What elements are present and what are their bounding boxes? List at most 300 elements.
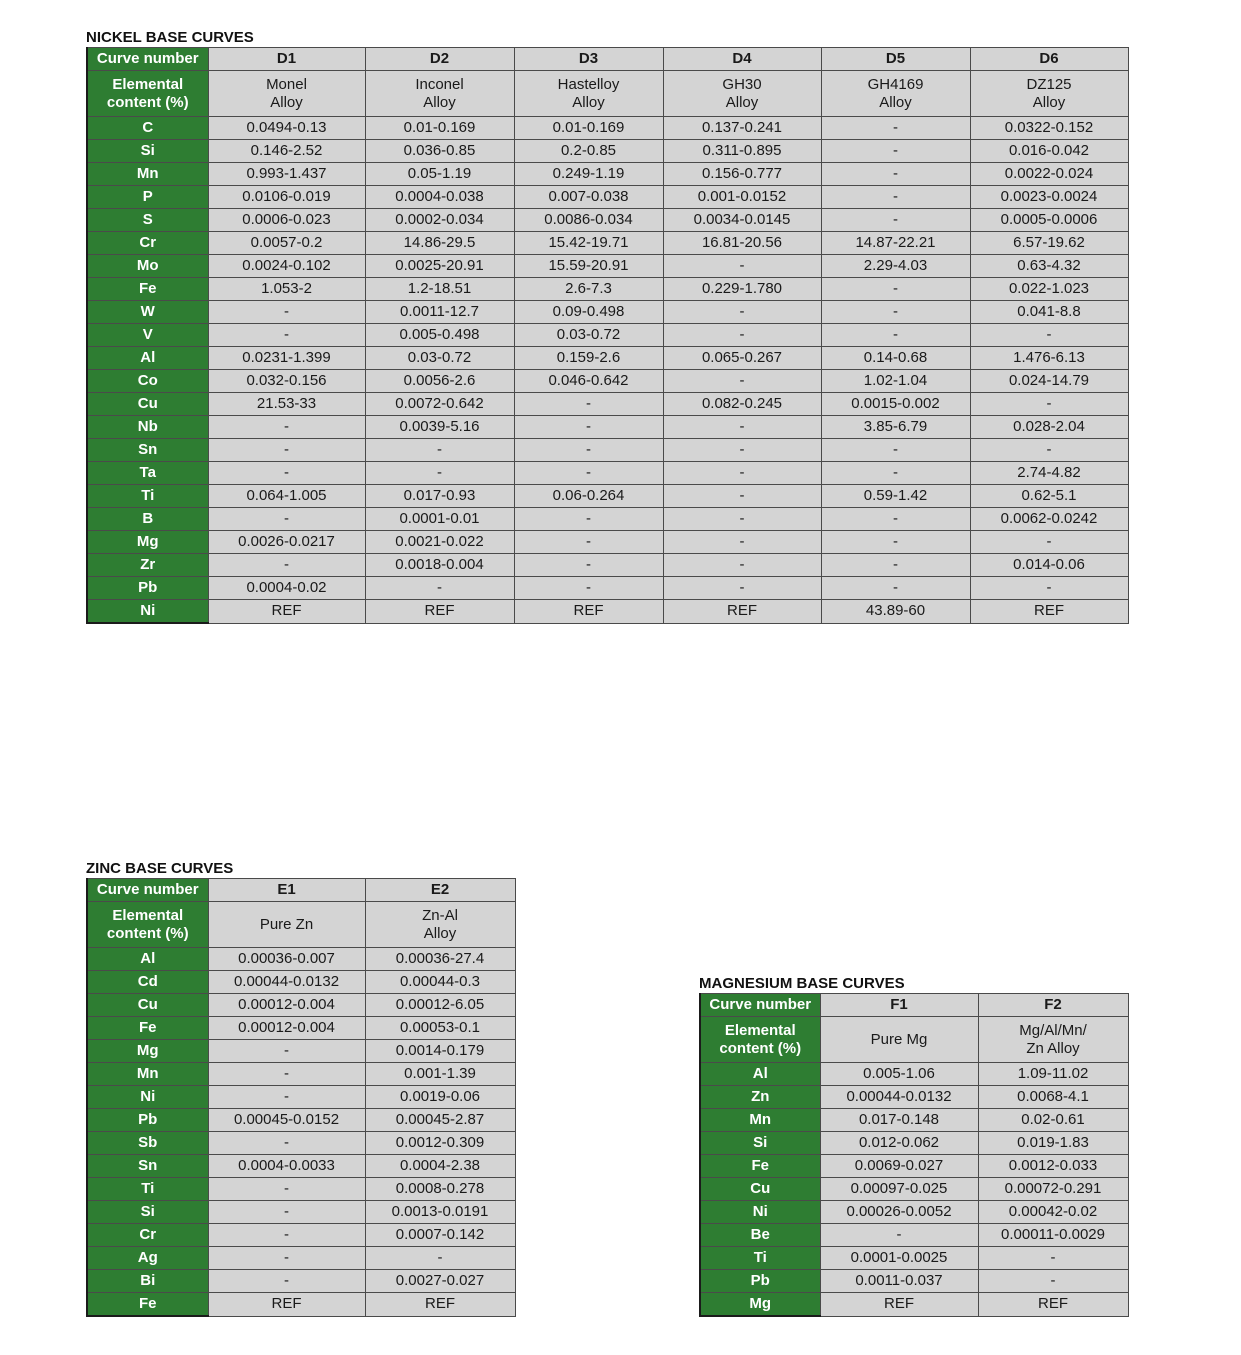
curve-number-label: Curve number — [700, 994, 820, 1017]
content-range: 0.041-8.8 — [970, 301, 1128, 324]
table-row — [87, 301, 1128, 324]
element-symbol: Mg — [87, 1040, 208, 1063]
content-range: 0.00012-0.004 — [208, 1017, 365, 1040]
content-range: 0.0086-0.034 — [514, 209, 663, 232]
element-symbol: Al — [87, 347, 208, 370]
content-range: - — [663, 508, 821, 531]
element-symbol: V — [87, 324, 208, 347]
table-row — [87, 1040, 515, 1063]
content-range: 2.74-4.82 — [970, 462, 1128, 485]
alloy-name-d1 — [208, 71, 365, 117]
content-range: - — [208, 1132, 365, 1155]
content-range: - — [821, 117, 970, 140]
nickel-section — [86, 29, 1129, 624]
content-range: 21.53-33 — [208, 393, 365, 416]
content-range: - — [514, 439, 663, 462]
content-range: - — [208, 439, 365, 462]
content-range: 0.0004-0.02 — [208, 577, 365, 600]
content-range: 3.85-6.79 — [821, 416, 970, 439]
content-range: - — [970, 324, 1128, 347]
content-range: - — [821, 324, 970, 347]
alloy-name-d6 — [970, 71, 1128, 117]
content-range: - — [208, 301, 365, 324]
alloy-name-line: Hastelloy — [557, 75, 620, 93]
element-symbol: Ti — [87, 485, 208, 508]
table-row — [87, 600, 1128, 624]
content-range: 0.63-4.32 — [970, 255, 1128, 278]
table-row — [700, 1293, 1128, 1317]
content-range: 0.022-1.023 — [970, 278, 1128, 301]
content-range: - — [821, 554, 970, 577]
curve-code-f2: F2 — [978, 994, 1128, 1017]
content-range: - — [365, 577, 514, 600]
element-symbol: Mn — [87, 163, 208, 186]
element-symbol: Co — [87, 370, 208, 393]
content-range: - — [821, 577, 970, 600]
element-symbol: Cr — [87, 232, 208, 255]
content-range: - — [821, 462, 970, 485]
elemental-content-label-line: Elemental — [112, 75, 184, 93]
content-range: 2.6-7.3 — [514, 278, 663, 301]
element-symbol: Pb — [87, 577, 208, 600]
content-range: REF — [208, 600, 365, 624]
alloy-name-e2 — [365, 902, 515, 948]
content-range: 0.02-0.61 — [978, 1109, 1128, 1132]
table-row — [87, 485, 1128, 508]
table-row — [87, 1017, 515, 1040]
content-range: REF — [970, 600, 1128, 624]
table-row — [700, 1224, 1128, 1247]
table-row — [87, 278, 1128, 301]
table-row — [87, 1247, 515, 1270]
content-range: - — [663, 324, 821, 347]
curve-number-label: Curve number — [87, 48, 208, 71]
content-range: 14.86-29.5 — [365, 232, 514, 255]
content-range: 0.0024-0.102 — [208, 255, 365, 278]
content-range: - — [208, 1063, 365, 1086]
content-range: 1.02-1.04 — [821, 370, 970, 393]
content-range: 0.0004-0.0033 — [208, 1155, 365, 1178]
alloy-name-line: Alloy — [270, 93, 303, 111]
table-row — [87, 255, 1128, 278]
content-range: 0.137-0.241 — [663, 117, 821, 140]
content-range: - — [514, 531, 663, 554]
content-range: 0.0106-0.019 — [208, 186, 365, 209]
elemental-content-label — [700, 1017, 820, 1063]
table-row — [87, 416, 1128, 439]
content-range: 0.0039-5.16 — [365, 416, 514, 439]
content-range: - — [821, 278, 970, 301]
curve-code-d6: D6 — [970, 48, 1128, 71]
content-range: 0.0004-0.038 — [365, 186, 514, 209]
table-row — [700, 1270, 1128, 1293]
alloy-name-line: Pure Mg — [870, 1030, 928, 1048]
content-range: 0.0072-0.642 — [365, 393, 514, 416]
content-range: 0.064-1.005 — [208, 485, 365, 508]
content-range: REF — [208, 1293, 365, 1317]
content-range: - — [208, 1201, 365, 1224]
element-symbol: Si — [87, 140, 208, 163]
content-range: 0.0026-0.0217 — [208, 531, 365, 554]
content-range: 2.29-4.03 — [821, 255, 970, 278]
content-range: REF — [365, 1293, 515, 1317]
content-range: 0.001-1.39 — [365, 1063, 515, 1086]
content-range: 0.156-0.777 — [663, 163, 821, 186]
content-range: - — [663, 255, 821, 278]
content-range: 0.00036-0.007 — [208, 948, 365, 971]
content-range: 0.032-0.156 — [208, 370, 365, 393]
alloy-name-line: Alloy — [1032, 93, 1066, 111]
content-range: - — [365, 462, 514, 485]
curve-code-e1: E1 — [208, 879, 365, 902]
element-symbol: Be — [700, 1224, 820, 1247]
content-range: 0.017-0.93 — [365, 485, 514, 508]
element-symbol: Pb — [87, 1109, 208, 1132]
table-row — [87, 117, 1128, 140]
content-range: - — [365, 439, 514, 462]
elemental-content-label-line: Elemental — [112, 906, 184, 924]
content-range: - — [208, 324, 365, 347]
content-range: 0.0023-0.0024 — [970, 186, 1128, 209]
content-range: - — [208, 1270, 365, 1293]
content-range: 1.053-2 — [208, 278, 365, 301]
content-range: - — [663, 554, 821, 577]
content-range: - — [208, 416, 365, 439]
table-row — [700, 1155, 1128, 1178]
alloy-name-d4 — [663, 71, 821, 117]
table-row — [87, 508, 1128, 531]
content-range: 0.0001-0.01 — [365, 508, 514, 531]
content-range: 0.0011-12.7 — [365, 301, 514, 324]
nickel-title: NICKEL BASE CURVES — [86, 29, 254, 46]
content-range: - — [663, 531, 821, 554]
magnesium-title: MAGNESIUM BASE CURVES — [699, 975, 905, 992]
content-range: 0.0013-0.0191 — [365, 1201, 515, 1224]
content-range: - — [208, 1040, 365, 1063]
content-range: 0.05-1.19 — [365, 163, 514, 186]
content-range: 0.0019-0.06 — [365, 1086, 515, 1109]
table-row — [87, 577, 1128, 600]
content-range: 15.59-20.91 — [514, 255, 663, 278]
content-range: - — [514, 577, 663, 600]
elemental-content-label — [87, 71, 208, 117]
element-symbol: Ti — [700, 1247, 820, 1270]
element-symbol: Ta — [87, 462, 208, 485]
content-range: 0.014-0.06 — [970, 554, 1128, 577]
table-row — [87, 324, 1128, 347]
content-range: - — [821, 531, 970, 554]
element-symbol: S — [87, 209, 208, 232]
content-range: 0.03-0.72 — [365, 347, 514, 370]
content-range: - — [208, 1086, 365, 1109]
content-range: - — [821, 163, 970, 186]
content-range: 0.0014-0.179 — [365, 1040, 515, 1063]
content-range: 0.016-0.042 — [970, 140, 1128, 163]
element-symbol: Fe — [87, 1293, 208, 1317]
alloy-name-line: Pure Zn — [259, 915, 314, 933]
content-range: 0.09-0.498 — [514, 301, 663, 324]
element-symbol: Sn — [87, 1155, 208, 1178]
element-symbol: Zr — [87, 554, 208, 577]
element-symbol: Si — [87, 1201, 208, 1224]
table-row — [87, 1155, 515, 1178]
element-symbol: Pb — [700, 1270, 820, 1293]
content-range: 0.0001-0.0025 — [820, 1247, 978, 1270]
content-range: 0.00036-27.4 — [365, 948, 515, 971]
content-range: - — [514, 416, 663, 439]
content-range: 0.159-2.6 — [514, 347, 663, 370]
table-row — [87, 232, 1128, 255]
content-range: 0.0057-0.2 — [208, 232, 365, 255]
content-range: 0.012-0.062 — [820, 1132, 978, 1155]
elemental-content-label-line: content (%) — [106, 93, 189, 111]
curve-number-label: Curve number — [87, 879, 208, 902]
content-range: - — [970, 393, 1128, 416]
table-row — [700, 1063, 1128, 1086]
element-symbol: Cr — [87, 1224, 208, 1247]
element-symbol: Mn — [700, 1109, 820, 1132]
content-range: - — [970, 439, 1128, 462]
content-range: - — [208, 508, 365, 531]
alloy-name-line: Mg/Al/Mn/ — [1019, 1021, 1087, 1039]
content-range: - — [821, 209, 970, 232]
content-range: 0.0027-0.027 — [365, 1270, 515, 1293]
table-row — [87, 994, 515, 1017]
content-range: 0.0004-2.38 — [365, 1155, 515, 1178]
element-symbol: Fe — [87, 1017, 208, 1040]
content-range: 0.146-2.52 — [208, 140, 365, 163]
alloy-name-line: GH4169 — [867, 75, 924, 93]
table-row — [87, 462, 1128, 485]
curve-code-d4: D4 — [663, 48, 821, 71]
content-range: 0.01-0.169 — [514, 117, 663, 140]
content-range: 0.005-0.498 — [365, 324, 514, 347]
element-symbol: Ag — [87, 1247, 208, 1270]
element-symbol: Mn — [87, 1063, 208, 1086]
element-symbol: Ni — [700, 1201, 820, 1224]
content-range: 0.0062-0.0242 — [970, 508, 1128, 531]
content-range: 0.065-0.267 — [663, 347, 821, 370]
alloy-name-line: GH30 — [722, 75, 762, 93]
nickel-header-row — [87, 48, 1128, 71]
content-range: 43.89-60 — [821, 600, 970, 624]
content-range: 0.01-0.169 — [365, 117, 514, 140]
table-row — [87, 1270, 515, 1293]
table-row — [87, 1109, 515, 1132]
alloy-name-line: Alloy — [572, 93, 605, 111]
alloy-name-line: Alloy — [423, 93, 456, 111]
content-range: - — [514, 462, 663, 485]
alloy-name-line: Zn-Al — [422, 906, 458, 924]
table-row — [87, 186, 1128, 209]
content-range: 0.017-0.148 — [820, 1109, 978, 1132]
content-range: - — [663, 439, 821, 462]
table-row — [700, 1109, 1128, 1132]
content-range: 15.42-19.71 — [514, 232, 663, 255]
alloy-name-d3 — [514, 71, 663, 117]
magnesium-alloy-row — [700, 1017, 1128, 1063]
content-range: 1.09-11.02 — [978, 1063, 1128, 1086]
content-range: 0.0056-2.6 — [365, 370, 514, 393]
content-range: 0.00011-0.0029 — [978, 1224, 1128, 1247]
content-range: 0.007-0.038 — [514, 186, 663, 209]
content-range: 0.082-0.245 — [663, 393, 821, 416]
content-range: 0.046-0.642 — [514, 370, 663, 393]
zinc-table — [86, 878, 516, 1317]
element-symbol: Al — [700, 1063, 820, 1086]
table-row — [87, 347, 1128, 370]
table-row — [87, 209, 1128, 232]
content-range: 0.028-2.04 — [970, 416, 1128, 439]
content-range: - — [821, 186, 970, 209]
content-range: REF — [365, 600, 514, 624]
element-symbol: Mg — [87, 531, 208, 554]
content-range: 0.00053-0.1 — [365, 1017, 515, 1040]
content-range: 0.0008-0.278 — [365, 1178, 515, 1201]
content-range: - — [970, 531, 1128, 554]
content-range: 0.14-0.68 — [821, 347, 970, 370]
element-symbol: C — [87, 117, 208, 140]
content-range: 0.00044-0.3 — [365, 971, 515, 994]
content-range: 0.0002-0.034 — [365, 209, 514, 232]
content-range: 0.229-1.780 — [663, 278, 821, 301]
content-range: 0.00072-0.291 — [978, 1178, 1128, 1201]
element-symbol: Fe — [87, 278, 208, 301]
content-range: - — [208, 1178, 365, 1201]
content-range: - — [514, 554, 663, 577]
magnesium-section — [699, 975, 1129, 1317]
table-row — [87, 439, 1128, 462]
content-range: 0.0068-4.1 — [978, 1086, 1128, 1109]
alloy-name-line: Zn Alloy — [1026, 1039, 1080, 1057]
content-range: - — [208, 1224, 365, 1247]
content-range: 0.00045-0.0152 — [208, 1109, 365, 1132]
content-range: - — [514, 393, 663, 416]
content-range: 0.03-0.72 — [514, 324, 663, 347]
content-range: 0.0025-20.91 — [365, 255, 514, 278]
element-symbol: Si — [700, 1132, 820, 1155]
alloy-name-line: Inconel — [415, 75, 464, 93]
table-row — [87, 1063, 515, 1086]
content-range: 0.0012-0.033 — [978, 1155, 1128, 1178]
magnesium-header-row — [700, 994, 1128, 1017]
content-range: 0.019-1.83 — [978, 1132, 1128, 1155]
element-symbol: Cu — [700, 1178, 820, 1201]
table-row — [700, 1178, 1128, 1201]
content-range: - — [663, 462, 821, 485]
alloy-name-d5 — [821, 71, 970, 117]
content-range: 14.87-22.21 — [821, 232, 970, 255]
content-range: 0.00012-0.004 — [208, 994, 365, 1017]
content-range: REF — [514, 600, 663, 624]
alloy-name-line: Monel — [266, 75, 307, 93]
content-range: 0.0018-0.004 — [365, 554, 514, 577]
zinc-title: ZINC BASE CURVES — [86, 860, 234, 877]
table-row — [87, 1293, 515, 1317]
element-symbol: B — [87, 508, 208, 531]
content-range: - — [821, 439, 970, 462]
content-range: 0.036-0.85 — [365, 140, 514, 163]
content-range: 0.00012-6.05 — [365, 994, 515, 1017]
alloy-name-f2 — [978, 1017, 1128, 1063]
table-row — [87, 1178, 515, 1201]
content-range: 6.57-19.62 — [970, 232, 1128, 255]
content-range: - — [663, 485, 821, 508]
element-symbol: Sb — [87, 1132, 208, 1155]
content-range: REF — [820, 1293, 978, 1317]
content-range: - — [821, 508, 970, 531]
content-range: REF — [663, 600, 821, 624]
element-symbol: Fe — [700, 1155, 820, 1178]
curve-code-f1: F1 — [820, 994, 978, 1017]
curve-code-d1: D1 — [208, 48, 365, 71]
content-range: 0.249-1.19 — [514, 163, 663, 186]
element-symbol: Mg — [700, 1293, 820, 1317]
content-range: - — [821, 301, 970, 324]
curve-code-d5: D5 — [821, 48, 970, 71]
content-range: 0.0005-0.0006 — [970, 209, 1128, 232]
elemental-content-label-line: Elemental — [724, 1021, 796, 1039]
element-symbol: Ni — [87, 600, 208, 624]
element-symbol: Cu — [87, 393, 208, 416]
content-range: 0.0006-0.023 — [208, 209, 365, 232]
content-range: - — [365, 1247, 515, 1270]
content-range: - — [514, 508, 663, 531]
content-range: 0.0011-0.037 — [820, 1270, 978, 1293]
zinc-header-row — [87, 879, 515, 902]
content-range: 0.024-14.79 — [970, 370, 1128, 393]
content-range: 0.0494-0.13 — [208, 117, 365, 140]
content-range: - — [208, 462, 365, 485]
content-range: 0.00045-2.87 — [365, 1109, 515, 1132]
element-symbol: W — [87, 301, 208, 324]
magnesium-table — [699, 993, 1129, 1317]
nickel-table — [86, 47, 1129, 624]
table-row — [87, 393, 1128, 416]
elemental-content-label — [87, 902, 208, 948]
table-row — [87, 1201, 515, 1224]
table-row — [87, 1132, 515, 1155]
table-row — [87, 370, 1128, 393]
content-range: 0.0231-1.399 — [208, 347, 365, 370]
table-row — [87, 140, 1128, 163]
alloy-name-line: Alloy — [725, 93, 759, 111]
alloy-name-f1 — [820, 1017, 978, 1063]
table-row — [700, 1247, 1128, 1270]
curve-code-e2: E2 — [365, 879, 515, 902]
content-range: 0.00097-0.025 — [820, 1178, 978, 1201]
table-row — [700, 1086, 1128, 1109]
content-range: 0.00044-0.0132 — [208, 971, 365, 994]
element-symbol: Nb — [87, 416, 208, 439]
content-range: 0.005-1.06 — [820, 1063, 978, 1086]
content-range: 1.2-18.51 — [365, 278, 514, 301]
content-range: - — [663, 416, 821, 439]
content-range: - — [970, 577, 1128, 600]
curve-code-d3: D3 — [514, 48, 663, 71]
element-symbol: Ti — [87, 1178, 208, 1201]
nickel-alloy-row — [87, 71, 1128, 117]
content-range: 0.00042-0.02 — [978, 1201, 1128, 1224]
content-range: - — [663, 370, 821, 393]
table-row — [87, 1086, 515, 1109]
content-range: REF — [978, 1293, 1128, 1317]
content-range: 0.2-0.85 — [514, 140, 663, 163]
table-row — [87, 971, 515, 994]
content-range: 1.476-6.13 — [970, 347, 1128, 370]
content-range: 0.0012-0.309 — [365, 1132, 515, 1155]
table-row — [87, 554, 1128, 577]
